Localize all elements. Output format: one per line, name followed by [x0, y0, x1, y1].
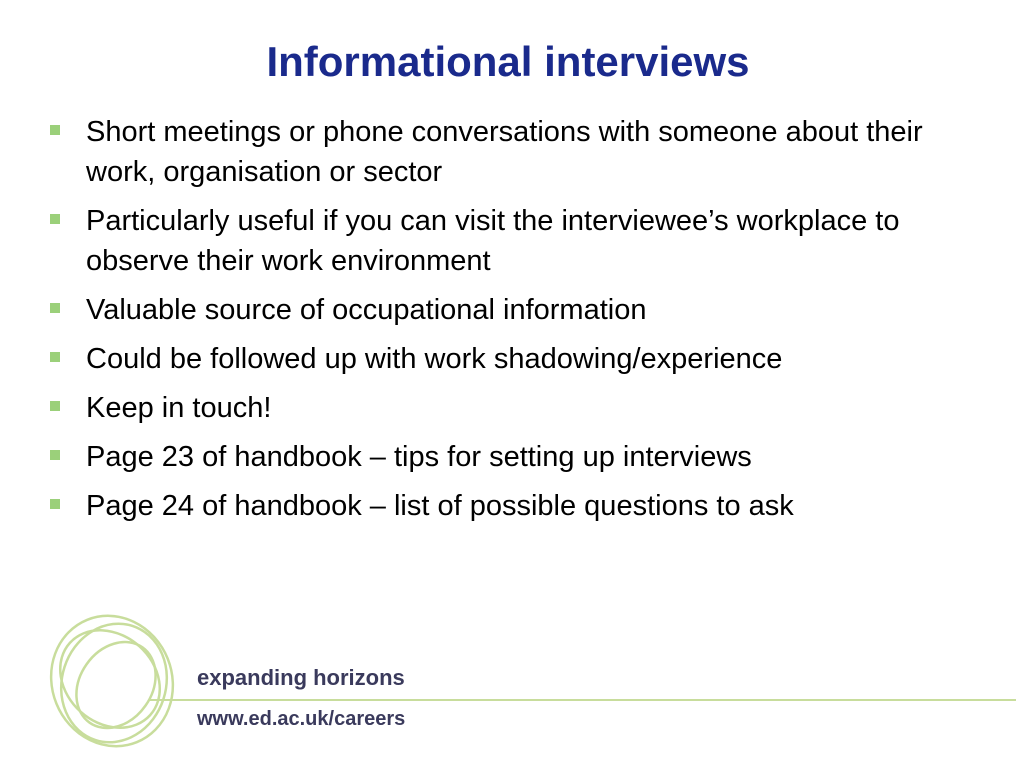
square-bullet-icon [50, 401, 60, 411]
bullet-item [47, 339, 947, 379]
bullet-text: Page 23 of handbook – tips for setting up interviews [86, 441, 752, 473]
bullet-item [47, 388, 947, 428]
slide-title: Informational interviews [266, 38, 750, 85]
swirl-circles-logo-icon [40, 605, 220, 750]
bullet-item [47, 290, 947, 330]
bullet-item [47, 437, 947, 477]
bullet-text: Short meetings or phone conversations with someone about their work, organisation or sector [86, 116, 923, 188]
bullet-text: Page 24 of handbook – list of possible questions to ask [86, 490, 794, 522]
square-bullet-icon [50, 499, 60, 509]
bullet-text: Particularly useful if you can visit the interviewee’s workplace to observe their work environment [86, 205, 900, 277]
footer-url: www.ed.ac.uk/careers [197, 708, 406, 730]
square-bullet-icon [50, 125, 60, 135]
square-bullet-icon [50, 214, 60, 224]
square-bullet-icon [50, 352, 60, 362]
bullet-list [47, 112, 947, 535]
bullet-item [47, 112, 947, 192]
square-bullet-icon [50, 450, 60, 460]
bullet-text: Valuable source of occupational information [86, 294, 647, 326]
footer-brand: expanding horizons [197, 665, 405, 690]
bullet-item [47, 486, 947, 526]
bullet-text: Could be followed up with work shadowing/experience [86, 343, 783, 375]
footer-divider [150, 699, 1016, 701]
bullet-text: Keep in touch! [86, 392, 272, 424]
square-bullet-icon [50, 303, 60, 313]
bullet-item [47, 201, 947, 281]
